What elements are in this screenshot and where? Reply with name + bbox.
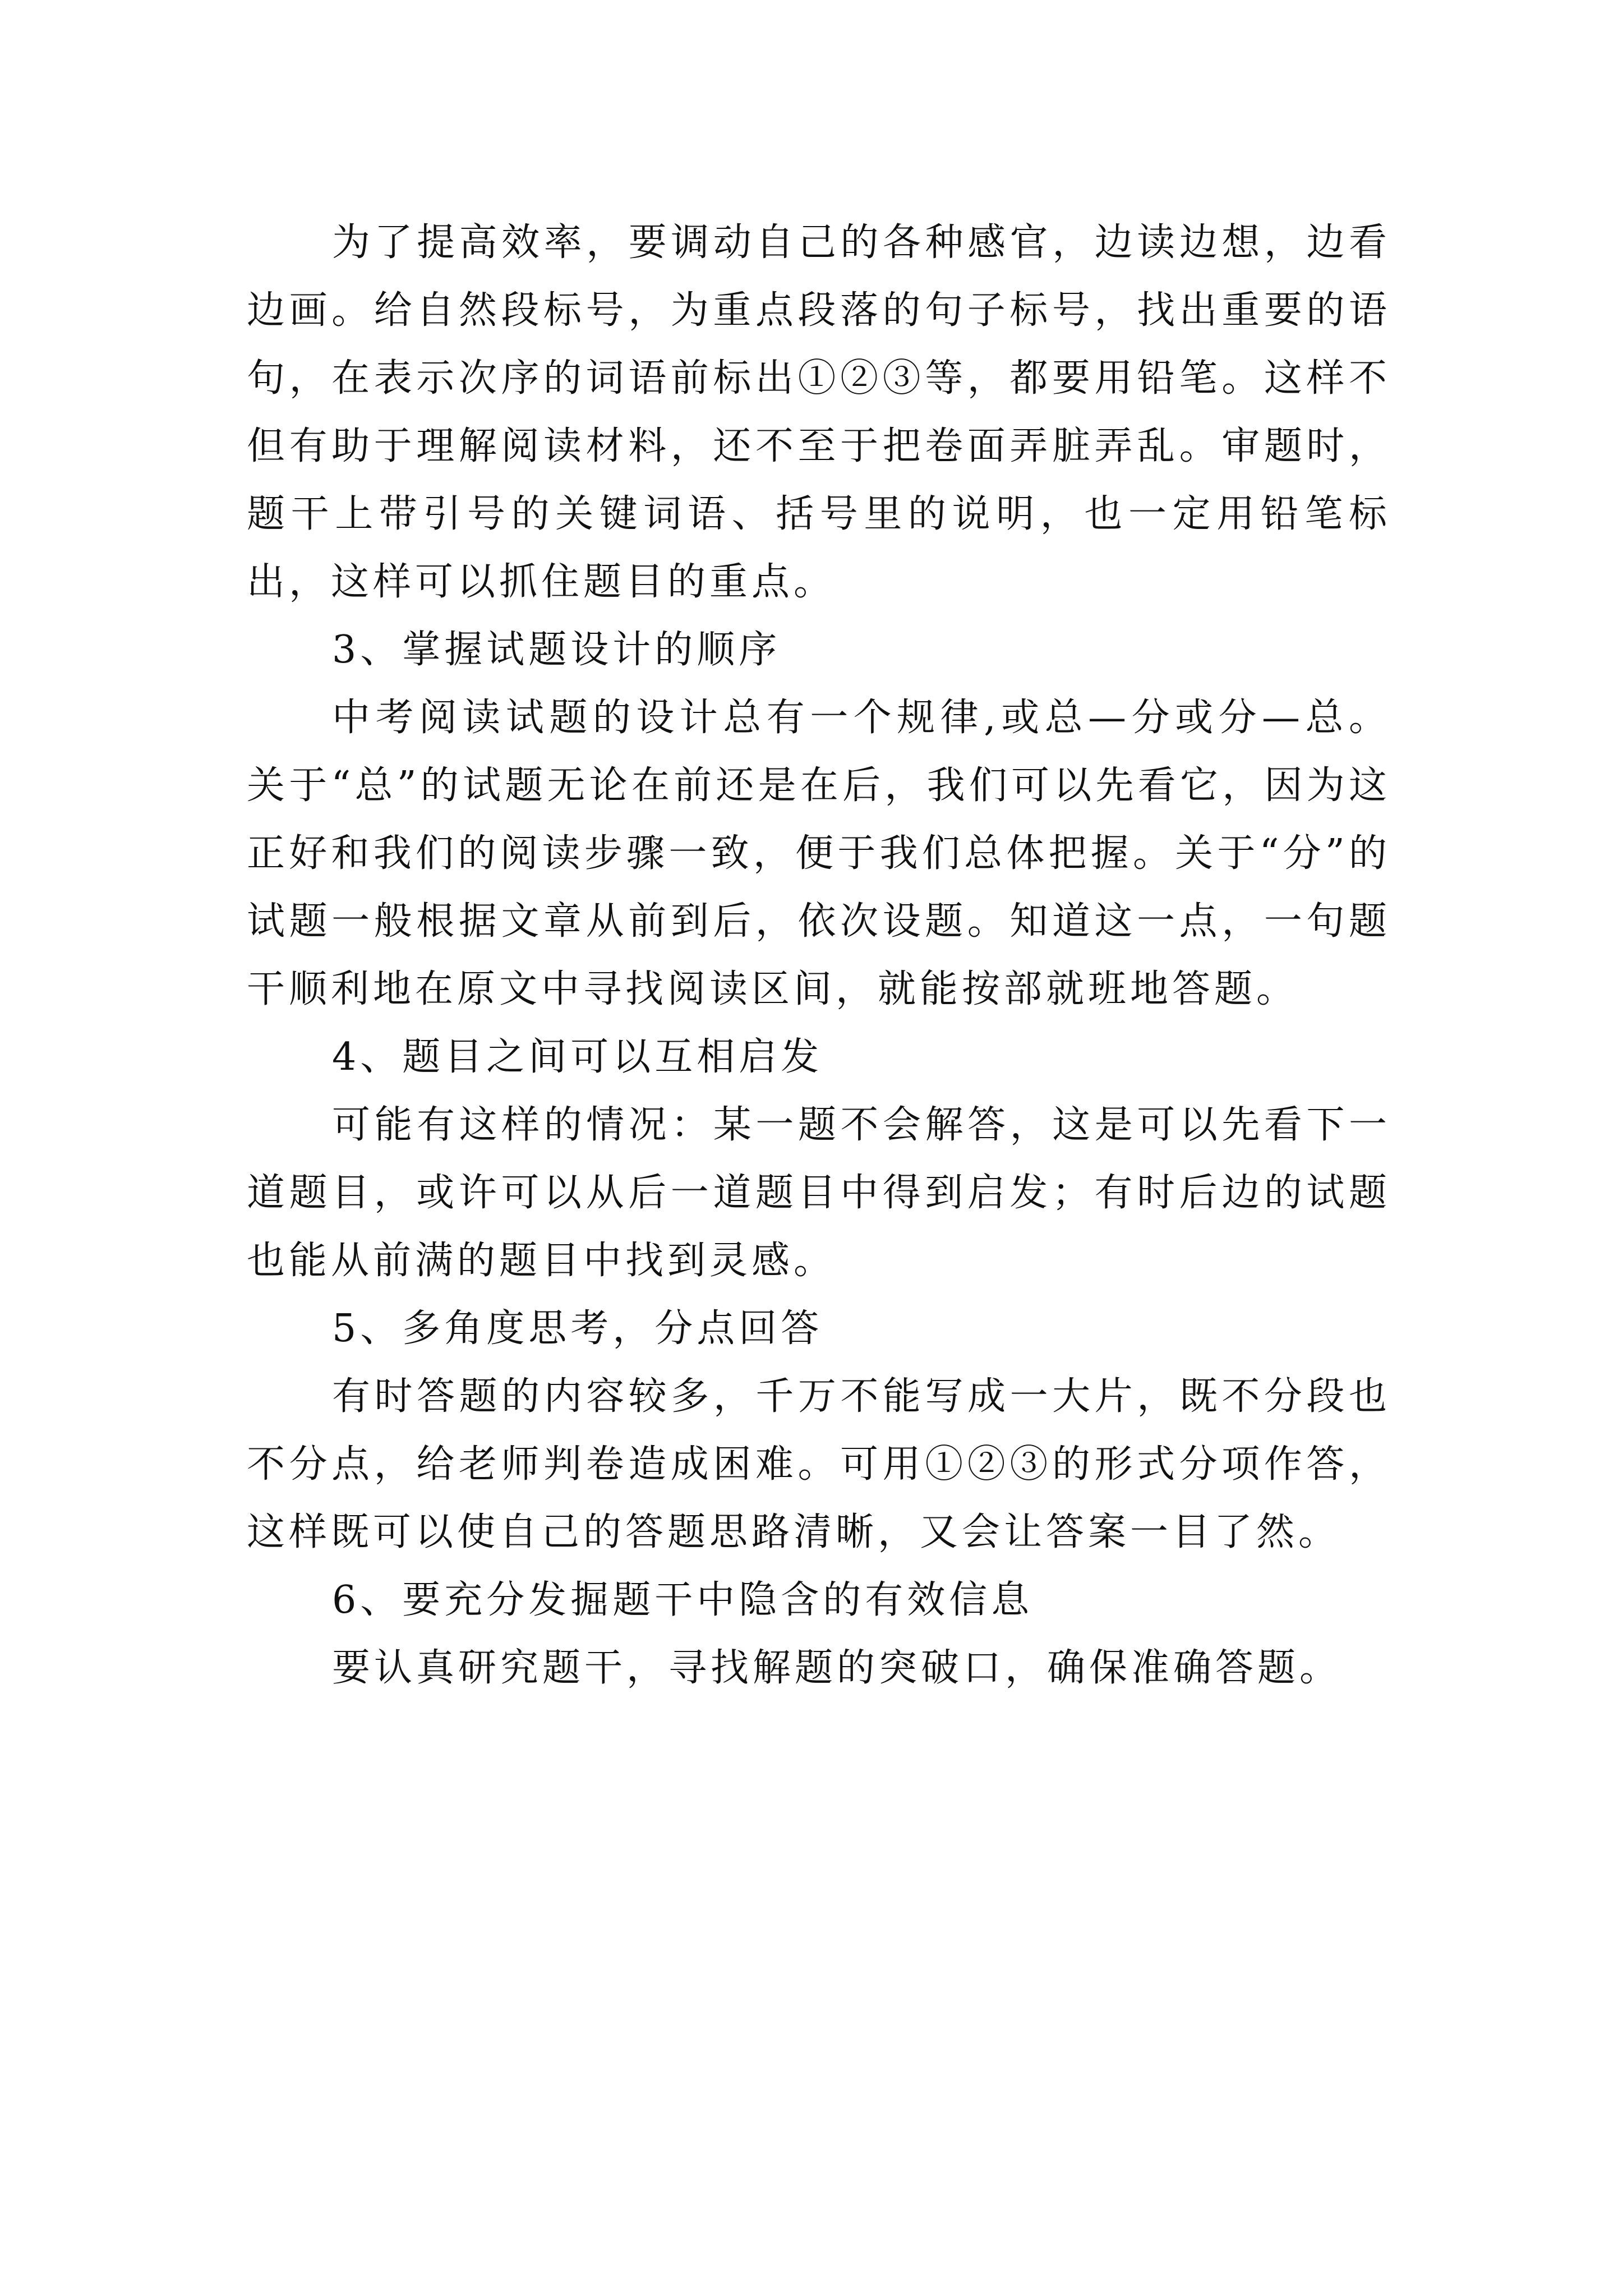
body-paragraph: 有时答题的内容较多，千万不能写成一大片，既不分段也不分点，给老师判卷造成困难。可用①②③的形式分项作答，这样既可以使自己的答题思路清晰，又会让答案一目了然。: [247, 1374, 1391, 1554]
document-page: [247, 209, 1391, 1702]
section-heading: 5、多角度思考，分点回答: [332, 1306, 823, 1351]
body-paragraph: 中考阅读试题的设计总有一个规律,或总—分或分—总。关于“总”的试题无论在前还是在后，我们可以先看它，因为这正好和我们的阅读步骤一致，便于我们总体把握。关于“分”的试题一般根据文章从前到后，依次设题。知道这一点，一句题干顺利地在原文中寻找阅读区间，就能按部就班地答题。: [247, 696, 1391, 1011]
section-heading: 6、要充分发掘题干中隐含的有效信息: [332, 1578, 1034, 1622]
body-paragraph: 为了提高效率，要调动自己的各种感官，边读边想，边看边画。给自然段标号，为重点段落的句子标号，找出重要的语句，在表示次序的词语前标出①②③等，都要用铅笔。这样不但有助于理解阅读材料，还不至于把卷面弄脏弄乱。审题时，题干上带引号的关键词语、括号里的说明，也一定用铅笔标出，这样可以抓住题目的重点。: [247, 220, 1391, 604]
body-paragraph: 可能有这样的情况：某一题不会解答，这是可以先看下一道题目，或许可以从后一道题目中得到启发；有时后边的试题也能从前满的题目中找到灵感。: [247, 1103, 1391, 1283]
body-paragraph: 要认真研究题干，寻找解题的突破口，确保准确答题。: [332, 1646, 1342, 1690]
section-heading: 3、掌握试题设计的顺序: [332, 628, 781, 672]
section-heading: 4、题目之间可以互相启发: [332, 1035, 823, 1079]
